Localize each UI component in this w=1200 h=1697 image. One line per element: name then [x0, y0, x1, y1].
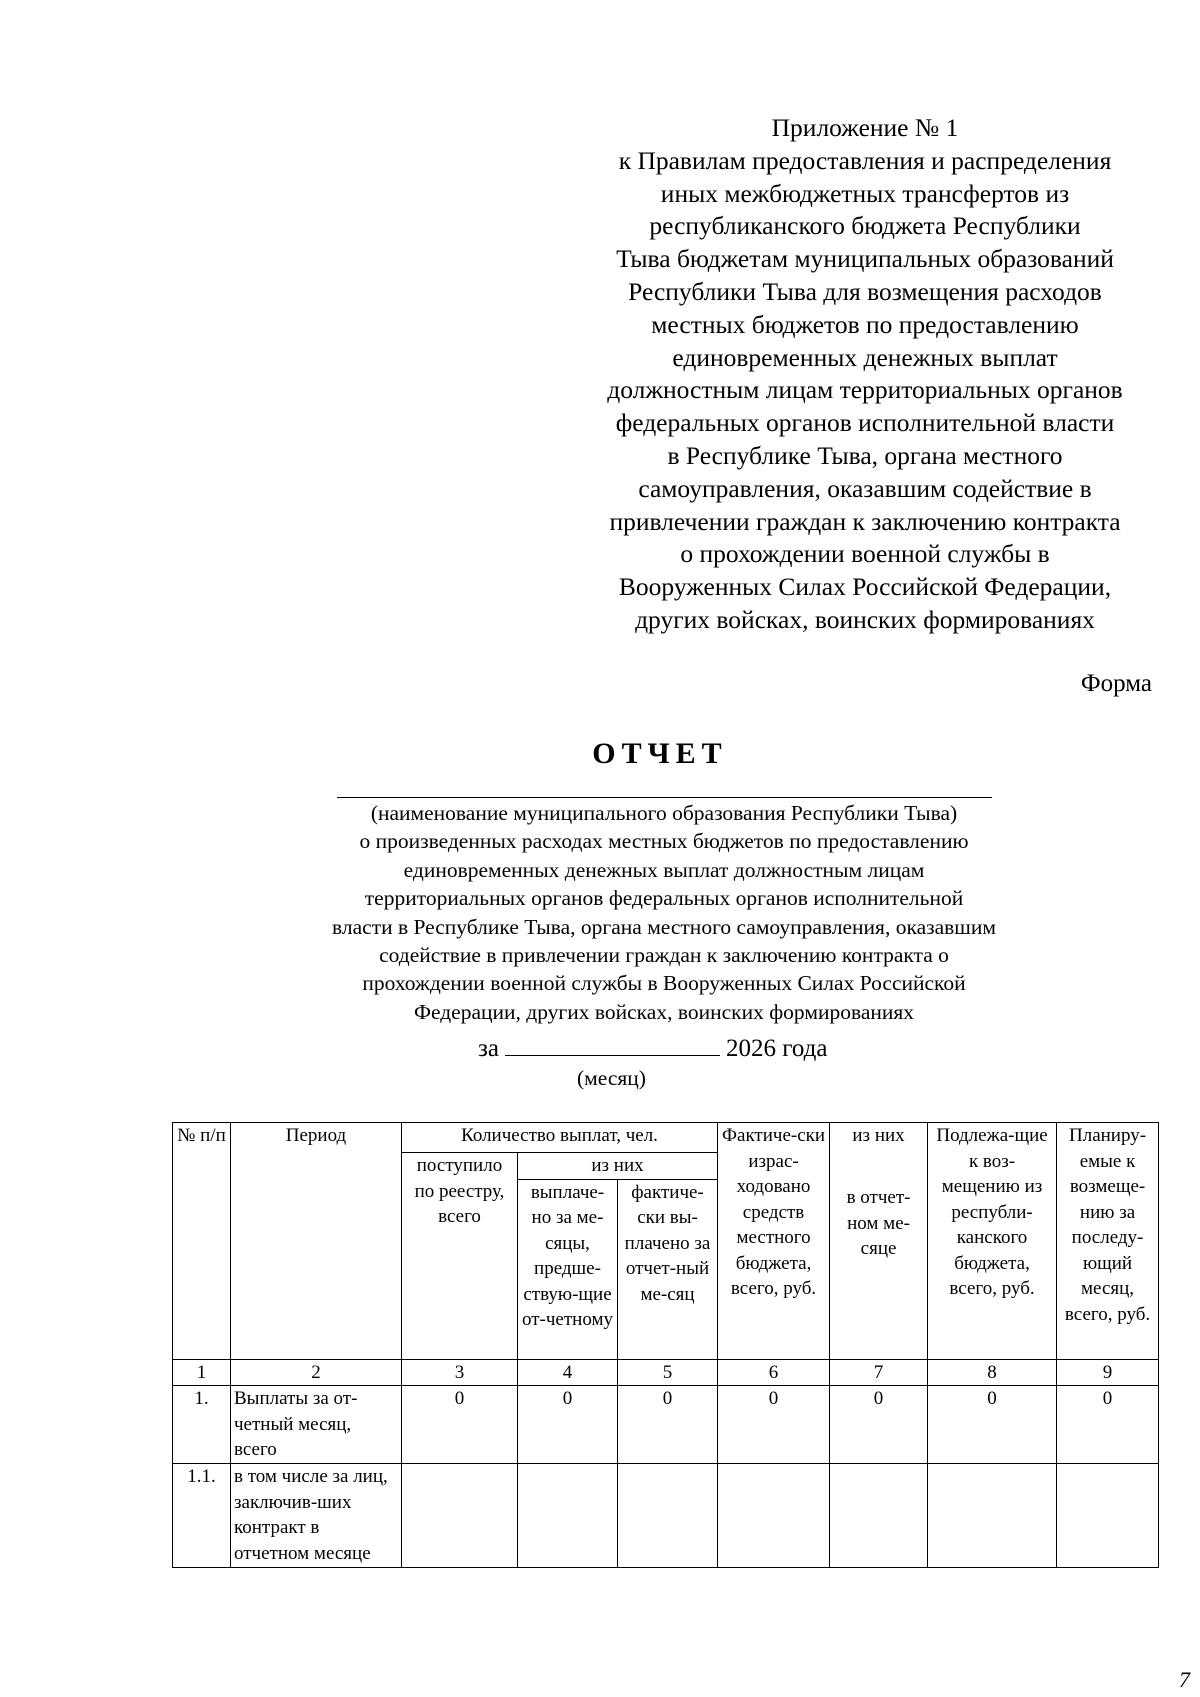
municipality-name-blank[interactable]	[337, 797, 992, 798]
appendix-line: Республики Тыва для возмещения расходов	[628, 276, 1102, 306]
appendix-line: Приложение № 1	[771, 113, 959, 142]
col-number: 6	[718, 1359, 830, 1386]
header-paid-current: фактиче-ски вы-плачено за отчет-ный ме-сяц	[618, 1179, 718, 1359]
report-description-line: единовременных денежных выплат должностным лицам	[403, 857, 925, 882]
row-cell[interactable]: 0	[718, 1386, 830, 1464]
appendix-line: местных бюджетов по предоставлению	[651, 309, 1079, 339]
row-period: Выплаты за от-четный месяц, всего	[231, 1386, 402, 1464]
row-cell[interactable]: 0	[518, 1386, 618, 1464]
header-period: Период	[231, 1123, 402, 1360]
report-title: ОТЧЕТ	[592, 737, 728, 770]
header-payments-count: Количество выплат, чел.	[402, 1123, 718, 1153]
page-corner-mark: 7	[1179, 1667, 1190, 1692]
row-cell[interactable]: 0	[830, 1386, 928, 1464]
header-reimburse: Подлежа-щие к воз-мещению из республи-канского бюджета, всего, руб.	[928, 1123, 1057, 1360]
appendix-line: единовременных денежных выплат	[672, 342, 1058, 372]
header-in-month: в отчет-ном ме-сяце	[830, 1179, 928, 1359]
appendix-line: к Правилам предоставления и распределения	[618, 145, 1112, 175]
header-of-them: из них	[518, 1153, 718, 1180]
appendix-line: в Республике Тыва, органа местного	[667, 440, 1063, 470]
col-number: 3	[402, 1359, 518, 1386]
header-paid-prev: выплаче-но за ме-сяцы, предше-ствую-щие от-четному	[518, 1179, 618, 1359]
col-number: 5	[618, 1359, 718, 1386]
header-planned: Планиру-емые к возмеще-нию за последу-ющий месяц, всего, руб.	[1057, 1123, 1159, 1360]
appendix-line: Тыва бюджетам муниципальных образований	[616, 244, 1114, 274]
header-received: поступило по реестру, всего	[402, 1153, 518, 1360]
report-description-line: (наименование муниципального образования Республики Тыва)	[370, 801, 958, 825]
appendix-line: других войсках, воинских формированиях	[635, 604, 1095, 634]
month-caption: (месяц)	[577, 1066, 646, 1090]
appendix-line: должностным лицам территориальных органов	[607, 375, 1123, 405]
row-cell[interactable]	[928, 1464, 1057, 1568]
row-cell[interactable]	[518, 1464, 618, 1568]
appendix-line: о прохождении военной службы в	[680, 539, 1050, 569]
header-blank	[830, 1153, 928, 1180]
report-description-line: территориальных органов федеральных органов исполнительной	[364, 886, 964, 911]
report-description-line: Федерации, других войсках, воинских формированиях	[413, 999, 915, 1024]
appendix-line: республиканского бюджета Республики	[649, 211, 1081, 241]
row-cell[interactable]: 0	[618, 1386, 718, 1464]
table-row	[173, 1386, 1159, 1464]
appendix-line: Вооруженных Силах Российской Федерации,	[618, 572, 1112, 602]
appendix-line: федеральных органов исполнительной власти	[615, 408, 1115, 438]
row-cell[interactable]	[1057, 1464, 1159, 1568]
appendix-header	[575, 112, 1155, 637]
form-label: Форма	[1080, 670, 1152, 697]
report-description-line: о произведенных расходах местных бюджетов по предоставлению	[359, 829, 969, 854]
report-period	[478, 1033, 827, 1063]
appendix-line: привлечении граждан к заключению контракта	[609, 506, 1121, 536]
appendix-line: самоуправления, оказавшим содействие в	[638, 473, 1092, 503]
col-number: 9	[1057, 1359, 1159, 1386]
report-year: 2026 года	[725, 1035, 828, 1062]
col-number: 7	[830, 1359, 928, 1386]
report-description-line: содействие в привлечении граждан к заключению контракта о	[379, 943, 949, 968]
row-cell[interactable]: 0	[928, 1386, 1057, 1464]
col-number: 8	[928, 1359, 1057, 1386]
report-table	[172, 1122, 1159, 1568]
header-num: № п/п	[173, 1123, 231, 1360]
row-num: 1.1.	[173, 1464, 231, 1568]
appendix-line: иных межбюджетных трансфертов из	[660, 178, 1070, 208]
col-number: 2	[231, 1359, 402, 1386]
row-cell[interactable]	[718, 1464, 830, 1568]
col-number: 1	[173, 1359, 231, 1386]
header-of-them-2: из них	[830, 1123, 928, 1153]
row-cell[interactable]: 0	[1057, 1386, 1159, 1464]
report-description-line: прохождении военной службы в Вооруженных Силах Российской	[362, 971, 966, 996]
header-spent: Фактиче-ски израс-ходовано средств местного бюджета, всего, руб.	[718, 1123, 830, 1360]
row-cell[interactable]	[618, 1464, 718, 1568]
row-num: 1.	[173, 1386, 231, 1464]
report-description	[0, 799, 1200, 1026]
month-blank[interactable]	[505, 1033, 720, 1056]
report-description-line: власти в Республике Тыва, органа местного самоуправления, оказавшим	[332, 914, 996, 939]
col-number: 4	[518, 1359, 618, 1386]
za-label: за	[478, 1035, 499, 1062]
row-period: в том числе за лиц, заключив-ших контракт в отчетном месяце	[231, 1464, 402, 1568]
row-cell[interactable]: 0	[402, 1386, 518, 1464]
column-number-row	[173, 1359, 1159, 1386]
row-cell[interactable]	[830, 1464, 928, 1568]
table-row	[173, 1464, 1159, 1568]
row-cell[interactable]	[402, 1464, 518, 1568]
